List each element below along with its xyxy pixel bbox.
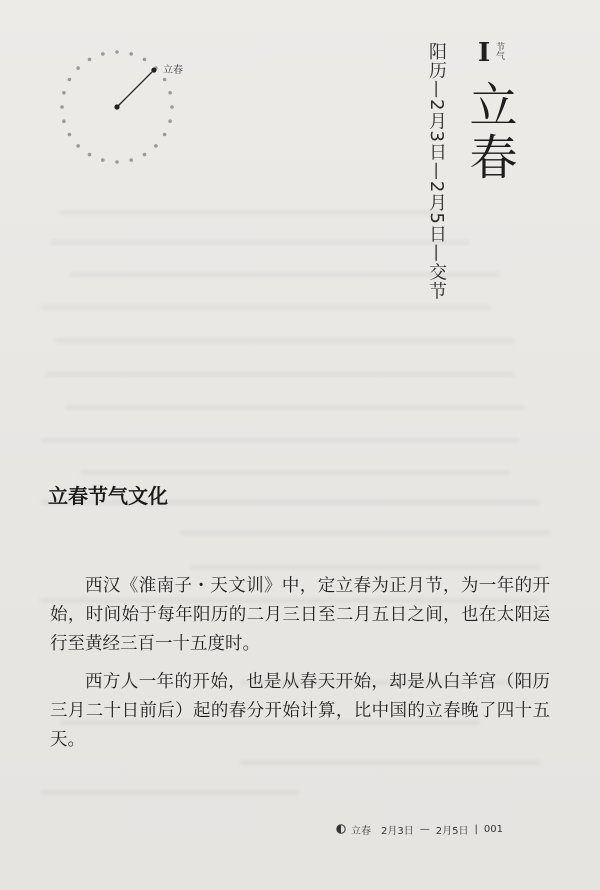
- bleed-line: [40, 790, 300, 795]
- chapter-category: 节气: [494, 42, 504, 60]
- paragraph: 西方人一年的开始，也是从春天开始，却是从白羊宫（阳历三月二十日前后）起的春分开始计算，比中国的立春晚了四十五天。: [50, 672, 550, 750]
- bleed-line: [50, 240, 470, 245]
- dial-dot: [129, 52, 133, 56]
- paragraph: 西汉《淮南子・天文训》中，定立春为正月节，为一年的开始，时间始于每年阳历的二月三日至二月五日之间，也在太阳运行至黄经三百一十五度时。: [50, 576, 550, 654]
- page-title: 立春: [461, 80, 517, 184]
- bleed-line: [65, 405, 525, 410]
- dial-dot: [163, 78, 167, 82]
- bleed-line: [40, 438, 520, 443]
- bleed-line: [45, 372, 515, 377]
- bleed-line: [240, 760, 540, 765]
- footer-divider: |: [474, 823, 478, 835]
- dial-dot: [168, 119, 172, 123]
- half-moon-icon: [336, 824, 346, 834]
- dial-center: [114, 104, 119, 109]
- section-heading: 立春节气文化: [48, 484, 168, 508]
- dial-dot: [115, 160, 119, 164]
- date-range: 阳历—2月3日—2月5日—交节: [426, 42, 447, 301]
- bleed-line: [180, 530, 550, 535]
- bleed-line: [40, 305, 490, 310]
- page-number: 001: [483, 823, 503, 835]
- dial-dot: [101, 52, 105, 56]
- bleed-line: [60, 210, 440, 215]
- bleed-line: [190, 565, 540, 570]
- footer-dash: —: [419, 823, 430, 835]
- dial-dot: [154, 144, 158, 148]
- chapter-number: I: [478, 38, 491, 68]
- dial-dot: [62, 91, 66, 95]
- dial-dot: [168, 91, 172, 95]
- dial-label: 立春: [163, 65, 183, 76]
- dial-dot: [68, 133, 72, 137]
- dial-dot: [62, 119, 66, 123]
- footer-date-end: 2月5日: [435, 825, 469, 837]
- bleed-line: [80, 470, 510, 475]
- dial-dot: [88, 153, 92, 157]
- dial-dot: [143, 153, 147, 157]
- page-footer: [336, 822, 503, 836]
- footer-term: 立春: [351, 825, 371, 837]
- dial-dot: [101, 158, 105, 162]
- dial-dot: [76, 144, 80, 148]
- dial-dot: [170, 105, 174, 109]
- dial-pointer: [117, 70, 154, 107]
- dial-pointer-tip: [151, 67, 156, 72]
- dial-dot: [68, 78, 72, 82]
- bleed-line: [55, 338, 515, 343]
- dial-dot: [60, 105, 64, 109]
- footer-date-start: 2月3日: [381, 825, 414, 837]
- dial-dot: [88, 58, 92, 62]
- dial-dot: [143, 58, 147, 62]
- dial-dot: [115, 50, 119, 54]
- dial-dot: [163, 133, 167, 137]
- dial-dot: [129, 158, 133, 162]
- dial-dot: [76, 66, 80, 70]
